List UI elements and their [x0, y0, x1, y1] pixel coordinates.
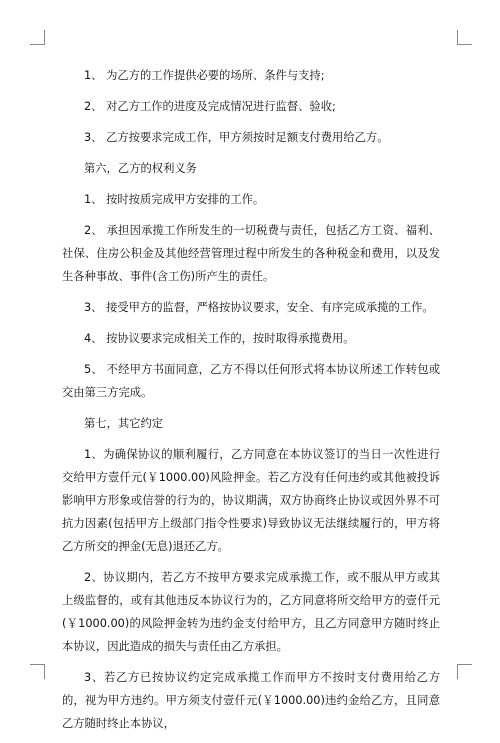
- crop-mark-bottom-right: [457, 664, 472, 679]
- paragraph: 3、 接受甲方的监督，严格按协议要求，安全、有序完成承揽的工作。: [84, 301, 434, 314]
- paragraph: 1、 按时按质完成甲方安排的工作。: [84, 193, 265, 206]
- paragraph: 1、为确保协议的顺利履行，乙方同意在本协议签订的当日一次性进行交给甲方壹仟元(￥1000.00)风险押金。若乙方没有任何违约或其他被投诉影响甲方形象或信誉的行为的，协议期满，双方协商终止协议或因外界不可抗力因素(包括甲方上级部门指令性要求)导致协议无法继续履行的，甲方将乙方所交的押金(无息)退还乙方。: [62, 448, 440, 553]
- crop-mark-top-left: [30, 30, 45, 45]
- paragraph: 2、协议期内，若乙方不按甲方要求完成承揽工作，或不服从甲方或其上级监督的，或有其他违反本协议行为的，乙方同意将所交给甲方的壹仟元(￥1000.00)的风险押金转为违约金支付给甲方，且乙方同意甲方随时终止本协议，因此造成的损失与责任由乙方承担。: [62, 571, 440, 653]
- paragraph: 3、若乙方已按协议约定完成承揽工作而甲方不按时支付费用给乙方的，视为甲方违约。甲方须支付壹仟元(￥1000.00)违约金给乙方，且同意乙方随时终止本协议，: [62, 671, 440, 730]
- paragraph: 5、 不经甲方书面同意，乙方不得以任何形式将本协议所述工作转包或交由第三方完成。: [62, 363, 440, 399]
- section-heading: 第七，其它约定: [84, 417, 164, 430]
- crop-mark-bottom-left: [30, 664, 45, 679]
- paragraph: 2、 承担因承揽工作所发生的一切税费与责任，包括乙方工资、福利、社保、住房公积金及其他经营管理过程中所发生的各种税金和费用，以及发生各种事故、事件(含工伤)所产生的责任。: [62, 224, 440, 283]
- crop-mark-top-right: [457, 30, 472, 45]
- document-body: [62, 64, 440, 743]
- paragraph: 4、 按协议要求完成相关工作的，按时取得承揽费用。: [84, 332, 355, 345]
- paragraph: 1、 为乙方的工作提供必要的场所、条件与支持;: [84, 69, 325, 82]
- section-heading: 第六，乙方的权利义务: [84, 162, 197, 175]
- paragraph: 2、 对乙方工作的进度及完成情况进行监督、验收;: [84, 100, 336, 113]
- paragraph: 3、 乙方按要求完成工作，甲方须按时足额支付费用给乙方。: [84, 131, 389, 144]
